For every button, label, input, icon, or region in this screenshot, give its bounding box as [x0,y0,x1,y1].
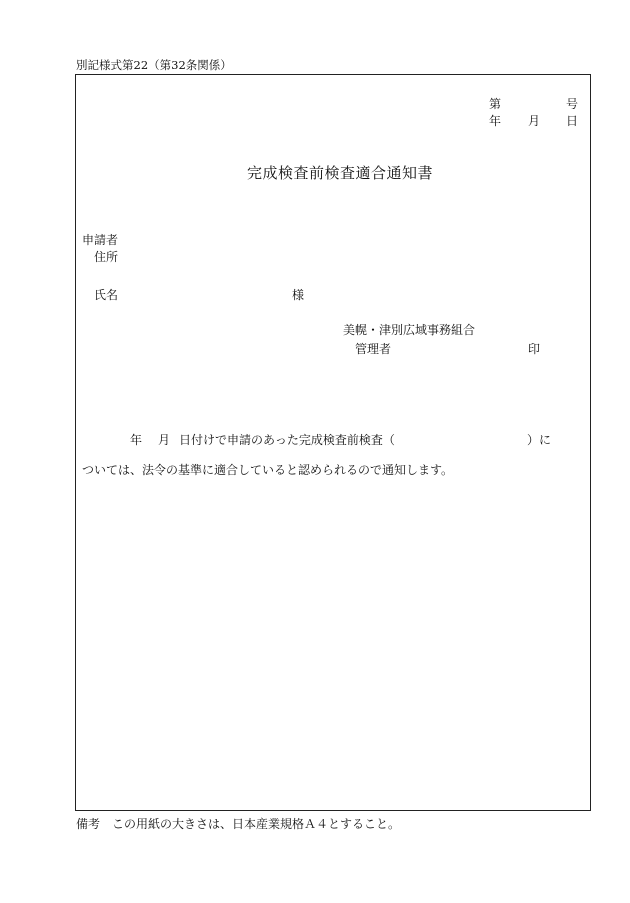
body-close-paren: ）に [527,433,552,447]
number-prefix: 第 [489,97,502,111]
name-label: 氏名 [94,288,119,302]
issuer-role: 管理者 [355,342,392,356]
body-year: 年 [130,433,143,447]
date-month: 月 [528,114,541,128]
date-year: 年 [489,114,502,128]
address-label: 住所 [94,250,119,264]
body-month: 月 [158,433,171,447]
applicant-heading: 申請者 [82,233,119,247]
issuer-organization: 美幌・津別広域事務組合 [343,323,476,337]
date-day: 日 [566,114,579,128]
honorific: 様 [292,288,305,302]
body-line-2: ついては、法令の基準に適合していると認められるので通知します。 [82,463,454,477]
footer-note: 備考 この用紙の大きさは、日本産業規格Ａ４とすること。 [76,817,401,831]
form-caption: 別記様式第22（第32条関係） [76,58,232,72]
number-suffix: 号 [566,97,579,111]
seal-mark: 印 [528,342,541,356]
body-day-text: 日付けで申請のあった完成検査前検査（ [179,433,395,447]
document-title: 完成検査前検査適合通知書 [247,164,434,182]
